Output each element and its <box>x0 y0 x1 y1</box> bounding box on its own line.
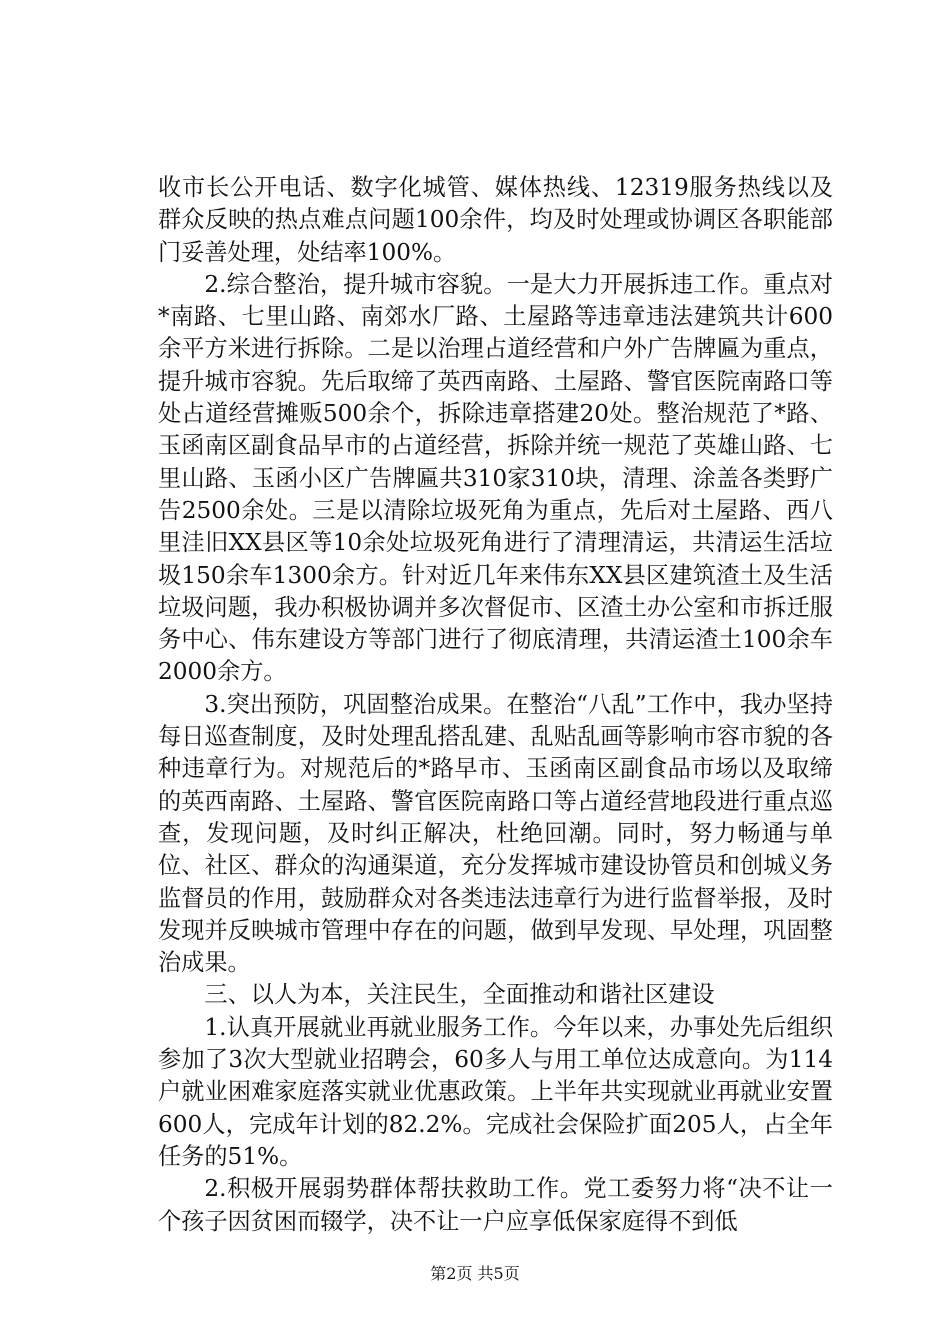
paragraph-4: 1.认真开展就业再就业服务工作。今年以来，办事处先后组织参加了3次大型就业招聘会，60多人与用工单位达成意向。为114户就业困难家庭落实就业优惠政策。上半年共实现就业再就业安置600人，完成年计划的82.2%。完成社会保险扩面205人，占全年任务的51%。 <box>158 1013 833 1170</box>
page-number-label: 第2页 共5页 <box>430 1264 520 1283</box>
section-heading: 三、以人为本，关注民生，全面推动和谐社区建设 <box>204 981 715 1009</box>
paragraph-5: 2.积极开展弱势群体帮扶救助工作。党工委努力将“决不让一个孩子因贫困而辍学，决不让一户应享低保家庭得不到低 <box>158 1175 833 1235</box>
document-body <box>158 172 833 1238</box>
page-footer <box>0 1264 950 1284</box>
paragraph-1: 收市长公开电话、数字化城管、媒体热线、12319服务热线以及群众反映的热点难点问题100余件，均及时处理或协调区各职能部门妥善处理，处结率100%。 <box>158 174 833 266</box>
paragraph-2: 2.综合整治，提升城市容貌。一是大力开展拆违工作。重点对*南路、七里山路、南郊水厂路、土屋路等违章违法建筑共计600余平方米进行拆除。二是以治理占道经营和户外广告牌匾为重点，提升城市容貌。先后取缔了英西南路、土屋路、警官医院南路口等处占道经营摊贩500余个，拆除违章搭建20处。整治规范了*路、玉函南区副食品早市的占道经营，拆除并统一规范了英雄山路、七里山路、玉函小区广告牌匾共310家310块，清理、涂盖各类野广告2500余处。三是以清除垃圾死角为重点，先后对土屋路、西八里洼旧XX县区等10余处垃圾死角进行了清理清运，共清运生活垃圾150余车1300余方。针对近几年来伟东XX县区建筑渣土及生活垃圾问题，我办积极协调并多次督促市、区渣土办公室和市拆迁服务中心、伟东建设方等部门进行了彻底清理，共清运渣土100余车2000余方。 <box>158 270 833 686</box>
paragraph-3: 3.突出预防，巩固整治成果。在整治“八乱”工作中，我办坚持每日巡查制度，及时处理乱搭乱建、乱贴乱画等影响市容市貌的各种违章行为。对规范后的*路早市、玉函南区副食品市场以及取缔的英西南路、土屋路、警官医院南路口等占道经营地段进行重点巡查，发现问题，及时纠正解决，杜绝回潮。同时，努力畅通与单位、社区、群众的沟通渠道，充分发挥城市建设协管员和创城义务监督员的作用，鼓励群众对各类违法违章行为进行监督举报，及时发现并反映城市管理中存在的问题，做到早发现、早处理，巩固整治成果。 <box>158 690 833 977</box>
